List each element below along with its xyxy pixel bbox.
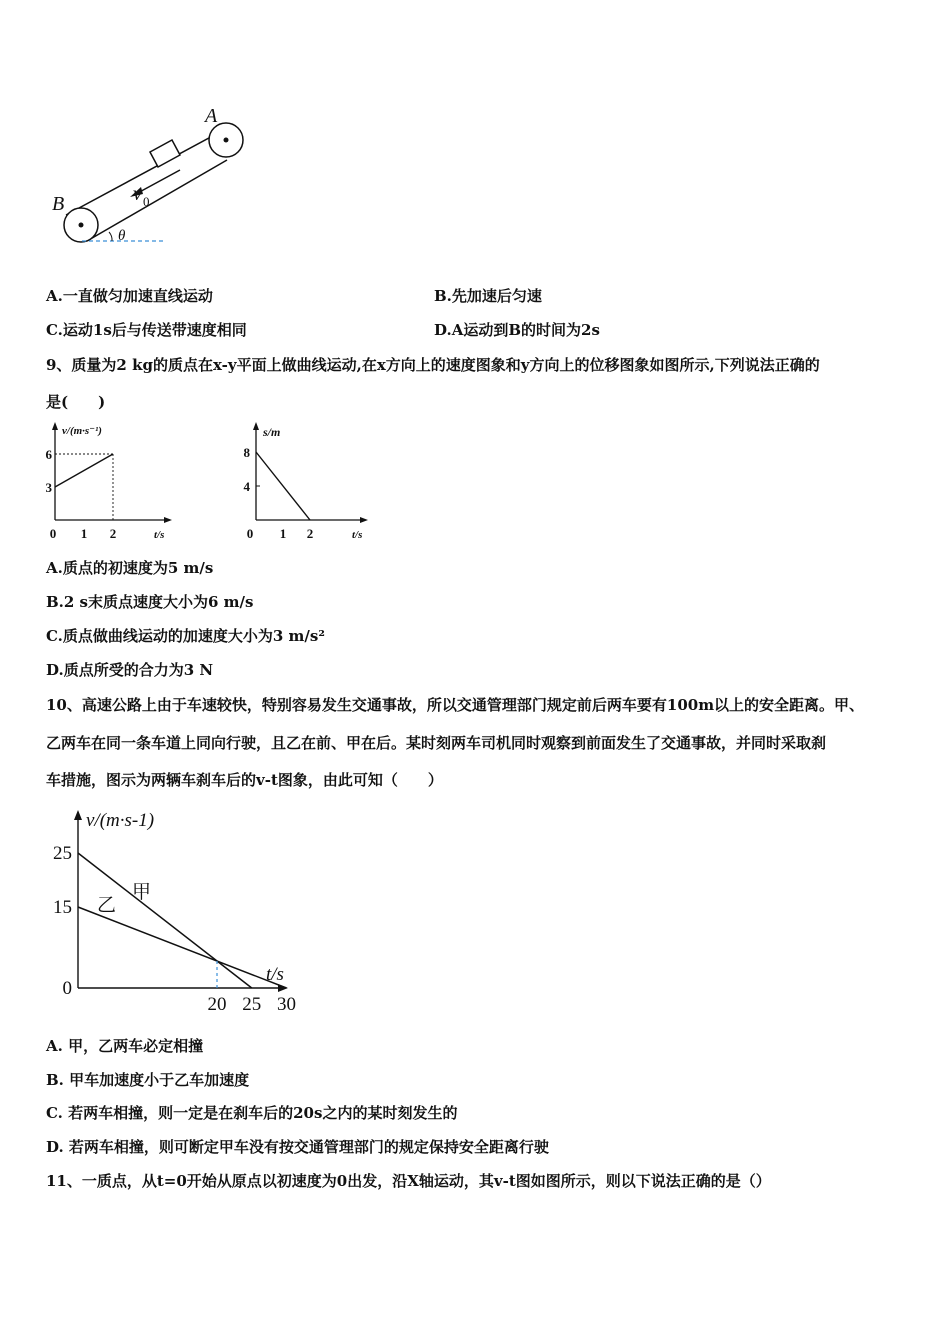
label-v0: v: [133, 183, 142, 205]
q9-s-xtick-2: 2: [306, 526, 314, 541]
q10-option-a[interactable]: A. 甲，乙两车必定相撞: [46, 1037, 204, 1055]
q9-option-a[interactable]: A.质点的初速度为5 m/s: [46, 559, 214, 577]
q8-option-b[interactable]: B.先加速后匀速: [434, 287, 542, 305]
q9-v-xtick-0: 0: [49, 526, 57, 541]
block: [150, 140, 180, 167]
q10-ytick-0: 0: [62, 978, 72, 999]
q10-ytick-25: 25: [53, 843, 72, 864]
q10-option-c[interactable]: C. 若两车相撞，则一定是在刹车后的20s之内的某时刻发生的: [46, 1104, 458, 1122]
q9-velocity-chart: [40, 420, 180, 545]
belt-bottom-edge: [87, 160, 227, 241]
q9-s-series-line: [256, 452, 310, 520]
q9-v-xtick-1: 1: [80, 526, 88, 541]
q10-series-jia-line: [78, 853, 252, 988]
q10-label-jia: 甲: [132, 882, 152, 903]
label-b: B: [52, 193, 65, 215]
pulley-a-axle: [224, 138, 229, 143]
q9-s-ytick-8: 8: [243, 445, 250, 460]
q9-option-d[interactable]: D.质点所受的合力为3 N: [46, 661, 214, 679]
q9-displacement-chart: [236, 420, 376, 545]
pulley-b-axle: [79, 223, 84, 228]
q10-axis-y-arrow: [74, 810, 82, 820]
q9-v-xtick-2: 2: [109, 526, 117, 541]
conveyor-belt-figure: [40, 100, 260, 260]
q9-s-axis-x-arrow: [360, 517, 368, 523]
belt-top-edge: [66, 125, 233, 215]
q9-s-xtick-0: 0: [246, 526, 254, 541]
q9-stem-line2: 是( ): [46, 393, 106, 411]
q9-s-ytick-4: 4: [243, 479, 250, 494]
theta-arc: [109, 232, 112, 241]
q9-v-series-line: [55, 454, 113, 487]
q10-label-yi: 乙: [97, 895, 117, 916]
q10-option-b[interactable]: B. 甲车加速度小于乙车加速度: [46, 1071, 250, 1089]
q10-ylabel: v/(m·s-1): [86, 810, 155, 831]
label-v0-sub: 0: [143, 194, 150, 209]
label-theta: θ: [118, 228, 126, 244]
q10-xlabel: t/s: [266, 964, 284, 985]
q11-stem: 11、一质点，从t=0开始从原点以初速度为0出发，沿X轴运动，其v-t图如图所示，则以下说法正确的是（）: [46, 1172, 771, 1190]
q9-option-b[interactable]: B.2 s末质点速度大小为6 m/s: [46, 593, 254, 611]
label-a: A: [205, 105, 218, 127]
q10-ytick-15: 15: [53, 897, 72, 918]
q9-s-ylabel: s/m: [263, 425, 281, 439]
q10-stem-line2: 乙两车在同一条车道上同向行驶，且乙在前、甲在后。某时刻两车司机同时观察到前面发生了交通事故，并同时采取刹: [46, 734, 827, 752]
q9-v-ytick-3: 3: [45, 480, 52, 495]
q10-xtick-25: 25: [242, 994, 262, 1015]
q10-stem-line1: 10、高速公路上由于车速较快，特别容易发生交通事故，所以交通管理部门规定前后两车要有100m以上的安全距离。甲、: [46, 696, 865, 714]
q9-s-xlabel: t/s: [352, 529, 363, 541]
q10-xtick-30: 30: [277, 994, 296, 1015]
q9-v-axis-x-arrow: [164, 517, 172, 523]
q8-option-c[interactable]: C.运动1s后与传送带速度相同: [46, 321, 247, 339]
q9-v-ytick-6: 6: [45, 447, 52, 462]
q9-s-xtick-1: 1: [279, 526, 287, 541]
q9-v-ylabel: v/(m·s⁻¹): [62, 425, 102, 437]
q8-option-a[interactable]: A.一直做匀加速直线运动: [46, 287, 213, 305]
q9-stem-line1: 9、质量为2 kg的质点在x-y平面上做曲线运动,在x方向上的速度图象和y方向上的位移图象如图所示,下列说法正确的: [46, 356, 820, 374]
q9-s-axis-y-arrow: [253, 422, 259, 430]
q10-vt-chart: [40, 800, 300, 1022]
q10-xtick-20: 20: [207, 994, 227, 1015]
q9-v-xlabel: t/s: [154, 529, 165, 541]
q10-stem-line3: 车措施，图示为两辆车刹车后的v-t图象，由此可知（ ）: [46, 771, 443, 789]
q10-series-yi-line: [78, 907, 287, 988]
q8-option-d[interactable]: D.A运动到B的时间为2s: [434, 321, 600, 339]
q9-v-axis-y-arrow: [52, 422, 58, 430]
q9-option-c[interactable]: C.质点做曲线运动的加速度大小为3 m/s²: [46, 627, 325, 645]
q10-option-d[interactable]: D. 若两车相撞，则可断定甲车没有按交通管理部门的规定保持安全距离行驶: [46, 1138, 549, 1156]
